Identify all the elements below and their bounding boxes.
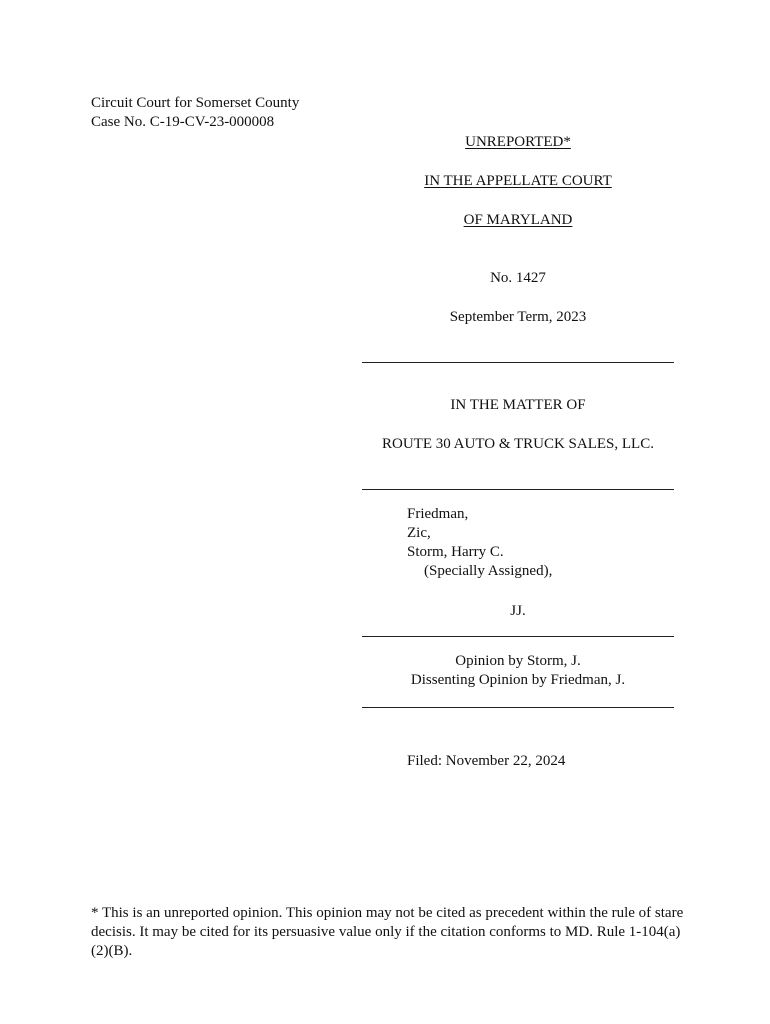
divider-4 <box>362 707 674 708</box>
judge-name: Zic, <box>407 525 431 541</box>
divider-2 <box>362 489 674 490</box>
divider-3 <box>362 636 674 637</box>
matter-line2: ROUTE 30 AUTO & TRUCK SALES, LLC. <box>382 436 654 452</box>
judge-name: Storm, Harry C. <box>407 544 504 560</box>
unreported-label <box>362 133 674 152</box>
jj-label: JJ. <box>510 603 526 619</box>
case-number: Case No. C-19-CV-23-000008 <box>91 114 275 130</box>
opinion-author: Opinion by Storm, J. <box>455 653 581 669</box>
panel-judges <box>407 505 552 581</box>
filed-date: Filed: November 22, 2024 <box>407 753 566 769</box>
docket-number: No. 1427 <box>490 270 546 286</box>
divider-1 <box>362 362 674 363</box>
lower-court-name: Circuit Court for Somerset County <box>91 95 300 111</box>
court-name-line2-text: OF MARYLAND <box>463 212 573 228</box>
court-name-line2 <box>362 211 674 230</box>
court-name-line1-text: IN THE APPELLATE COURT <box>424 173 612 189</box>
specially-assigned-note: (Specially Assigned), <box>424 563 553 579</box>
dissent-author: Dissenting Opinion by Friedman, J. <box>410 672 626 688</box>
judge-name: Friedman, <box>407 506 469 522</box>
unreported-text: UNREPORTED* <box>465 134 571 150</box>
lower-court-block <box>91 94 299 132</box>
unreported-footnote: * This is an unreported opinion. This opinion may not be cited as precedent within the rule of stare decisis. It may be cited for its persuasive value only if the citation conforms to MD. Rule 1-104(a)(2)(B). <box>91 905 684 959</box>
term: September Term, 2023 <box>449 309 587 325</box>
matter-line1: IN THE MATTER OF <box>450 397 586 413</box>
court-name-line1 <box>362 172 674 191</box>
